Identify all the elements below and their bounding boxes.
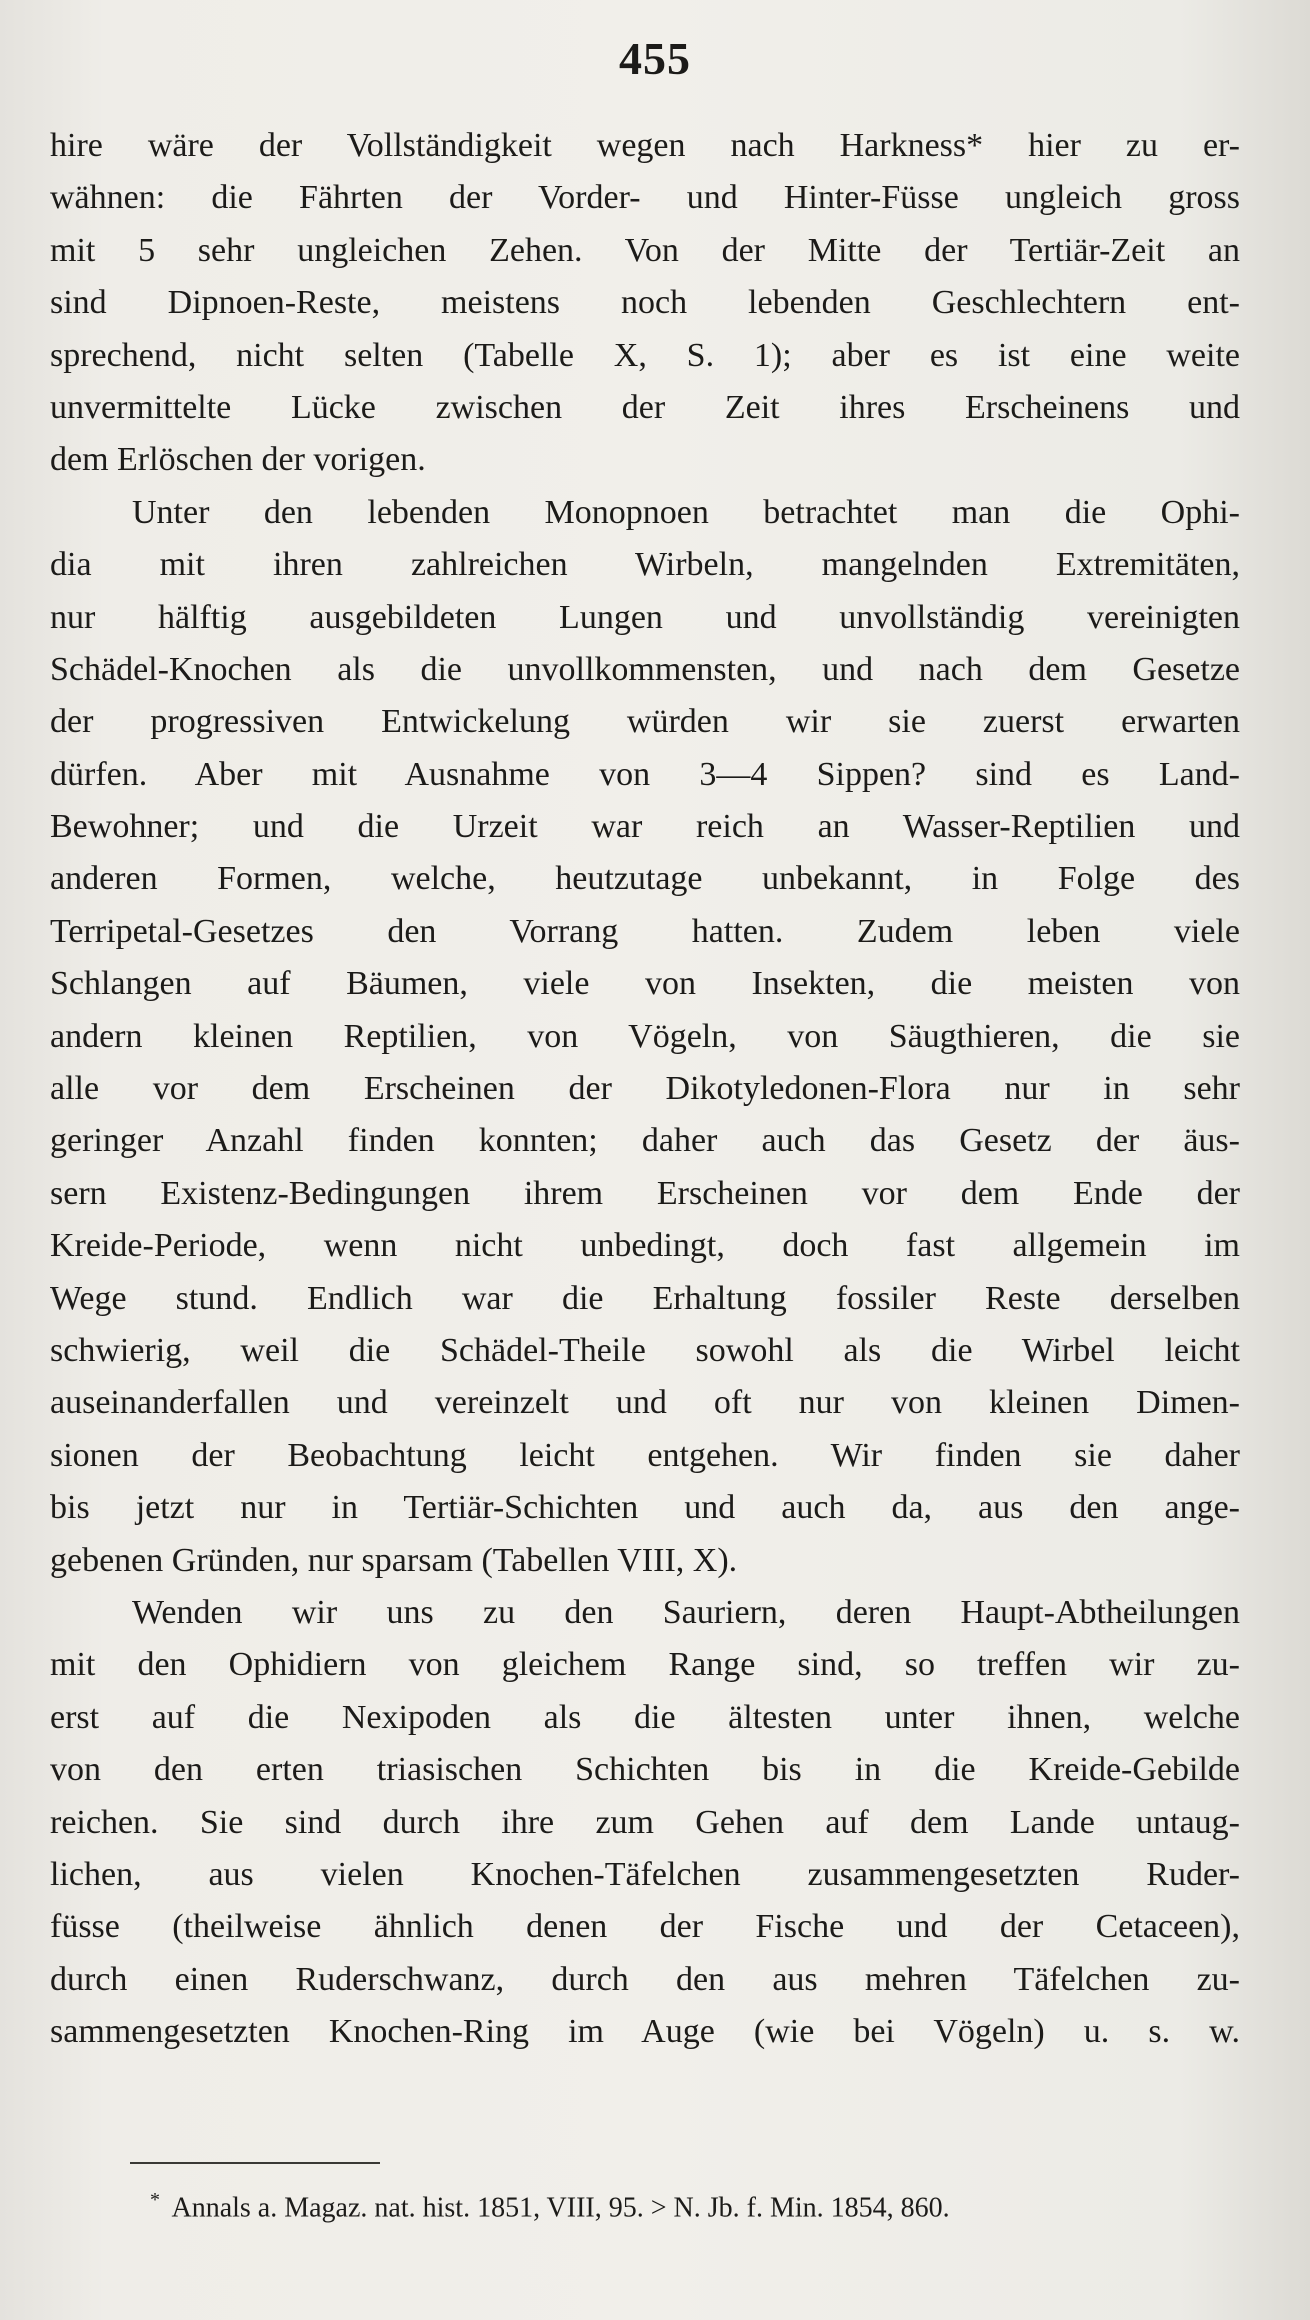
text-line: sind Dipnoen-Reste, meistens noch lebenden Geschlechtern ent- (50, 284, 1240, 322)
text-line: wähnen: die Fährten der Vorder- und Hinter-Füsse ungleich gross (50, 179, 1240, 217)
text-line: alle vor dem Erscheinen der Dikotyledonen-Flora nur in sehr (50, 1070, 1240, 1108)
text-line: durch einen Ruderschwanz, durch den aus mehren Täfelchen zu- (50, 1960, 1240, 1998)
text-line: sprechend, nicht selten (Tabelle X, S. 1); aber es ist eine weite (50, 336, 1240, 374)
text-line: der progressiven Entwickelung würden wir sie zuerst erwarten (50, 703, 1240, 741)
text-line: Kreide-Periode, wenn nicht unbedingt, doch fast allgemein im (50, 1227, 1240, 1265)
footnote-marker: * (150, 2189, 160, 2211)
text-line: Schädel-Knochen als die unvollkommensten, und nach dem Gesetze (50, 650, 1240, 688)
text-line: mit den Ophidiern von gleichem Range sind, so treffen wir zu- (50, 1646, 1240, 1684)
text-line: füsse (theilweise ähnlich denen der Fische und der Cetaceen), (50, 1908, 1240, 1946)
text-line: Terripetal-Gesetzes den Vorrang hatten. Zudem leben viele (50, 912, 1240, 950)
text-line: Bewohner; und die Urzeit war reich an Wasser-Reptilien und (50, 808, 1240, 846)
text-line: erst auf die Nexipoden als die ältesten unter ihnen, welche (50, 1698, 1240, 1736)
text-line: schwierig, weil die Schädel-Theile sowohl als die Wirbel leicht (50, 1331, 1240, 1369)
text-line: Wenden wir uns zu den Sauriern, deren Haupt-Abtheilungen (132, 1593, 1240, 1631)
text-line: dia mit ihren zahlreichen Wirbeln, mangelnden Extremitäten, (50, 546, 1240, 584)
text-line: Wege stund. Endlich war die Erhaltung fossiler Reste derselben (50, 1279, 1240, 1317)
footnote-text: Annals a. Magaz. nat. hist. 1851, VIII, 95. > N. Jb. f. Min. 1854, 860. (171, 2192, 950, 2224)
text-line: dürfen. Aber mit Ausnahme von 3—4 Sippen? sind es Land- (50, 755, 1240, 793)
text-line: nur hälftig ausgebildeten Lungen und unvollständig vereinigten (50, 598, 1240, 636)
text-line: von den erten triasischen Schichten bis in die Kreide-Gebilde (50, 1751, 1240, 1789)
text-line: auseinanderfallen und vereinzelt und oft nur von kleinen Dimen- (50, 1384, 1240, 1422)
page-number: 455 (619, 33, 691, 84)
text-line: mit 5 sehr ungleichen Zehen. Von der Mitte der Tertiär-Zeit an (50, 231, 1240, 269)
footnote-rule (130, 2162, 380, 2164)
text-line: Schlangen auf Bäumen, viele von Insekten, die meisten von (50, 965, 1240, 1003)
text-line: sionen der Beobachtung leicht entgehen. Wir finden sie daher (50, 1436, 1240, 1474)
text-line: Unter den lebenden Monopnoen betrachtet man die Ophi- (132, 493, 1240, 531)
text-line: unvermittelte Lücke zwischen der Zeit ihres Erscheinens und (50, 388, 1240, 426)
text-line: hire wäre der Vollständigkeit wegen nach Harkness* hier zu er- (50, 127, 1240, 164)
text-line: gebenen Gründen, nur sparsam (Tabellen VIII, X). (50, 1541, 738, 1579)
text-line: sammengesetzten Knochen-Ring im Auge (wie bei Vögeln) u. s. w. (50, 2013, 1240, 2051)
body-text (50, 120, 1240, 2058)
text-line: geringer Anzahl finden konnten; daher auch das Gesetz der äus- (50, 1122, 1240, 1160)
text-line: reichen. Sie sind durch ihre zum Gehen auf dem Lande untaug- (50, 1803, 1240, 1841)
text-line: lichen, aus vielen Knochen-Täfelchen zusammengesetzten Ruder- (50, 1855, 1240, 1893)
text-line: andern kleinen Reptilien, von Vögeln, von Säugthieren, die sie (50, 1017, 1240, 1055)
text-line: sern Existenz-Bedingungen ihrem Erscheinen vor dem Ende der (50, 1174, 1240, 1212)
footnote (150, 2180, 1230, 2228)
text-line: bis jetzt nur in Tertiär-Schichten und auch da, aus den ange- (50, 1489, 1240, 1527)
text-line: dem Erlöschen der vorigen. (50, 441, 426, 479)
text-line: anderen Formen, welche, heutzutage unbekannt, in Folge des (50, 860, 1240, 898)
